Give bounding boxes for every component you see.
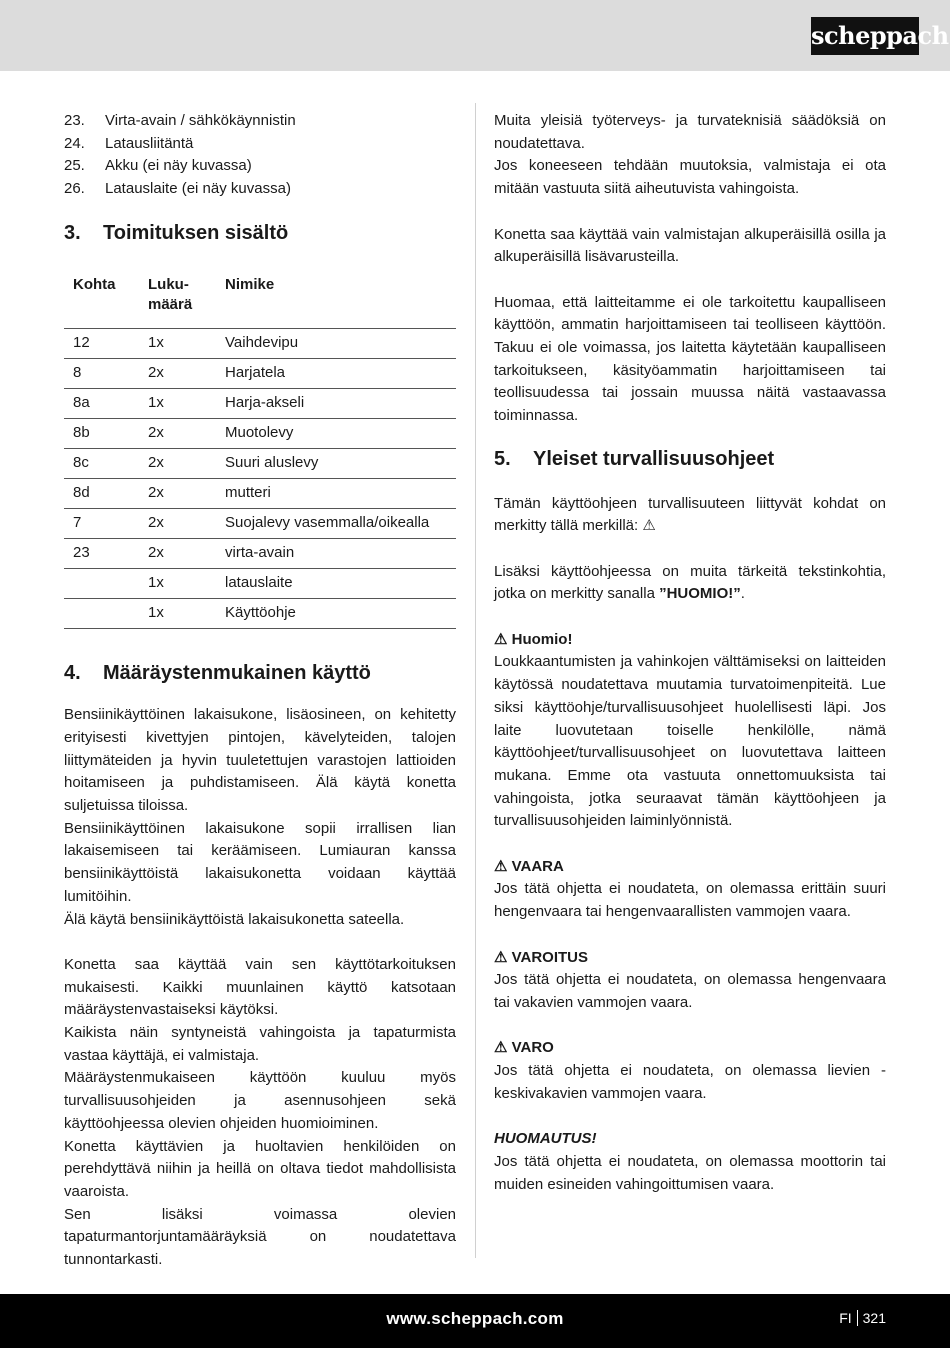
huomautus-heading: HUOMAUTUS! [494, 1130, 597, 1148]
delivery-contents-table [64, 275, 456, 629]
paragraph: Bensiinikäyttöinen lakaisukone sopii irrallisen lian lakaisemiseen tai keräämiseen. Lumiauran kanssa bensiinikäyttöistä lakaisukonetta voidaan käyttää lumitöihin. [64, 819, 456, 905]
paragraph: Konetta saa käyttää vain sen käyttötarkoituksen mukaisesti. Kaikki muunlainen käyttö katsotaan määräystenvastaiseksi käytöksi. [64, 955, 456, 1019]
paragraph: Tämän käyttöohjeen turvallisuuteen liittyvät kohdat on merkitty tällä merkillä: ⚠ [494, 494, 886, 535]
right-column [494, 110, 886, 1196]
paragraph: Kaikista näin syntyneistä vahingoista ja tapaturmista vastaa käyttäjä, ei valmistaja. [64, 1024, 456, 1064]
paragraph: Konetta saa käyttää vain valmistajan alkuperäisillä osilla ja alkuperäisillä lisävarusteilla. [494, 225, 886, 266]
paragraph: Jos tätä ohjetta ei noudateta, on olemassa moottorin tai muiden esineiden vahingoittumisen vaara. [494, 1152, 886, 1193]
section-heading-4: 4. Määräystenmukainen käyttö [64, 661, 371, 684]
paragraph: Jos tätä ohjetta ei noudateta, on olemassa lievien - keskivakavien vammojen vaara. [494, 1062, 886, 1102]
paragraph: Lisäksi käyttöohjeessa on muita tärkeitä tekstinkohtia, jotka on merkitty sanalla ”HUOMIO!”. [494, 562, 886, 603]
paragraph: Huomaa, että laitteitamme ei ole tarkoitettu kaupalliseen käyttöön, ammatin harjoittamiseen tai teolliseen käyttöön. Takuu ei ole voimassa, jos laitetta käytetään kaupalliseen tarkoitukseen, käsityöammatin harjoittamiseen tai teollisuudessa tai jossain muussa näitä vastaavassa toiminnassa. [494, 293, 886, 425]
column-divider [475, 103, 476, 1258]
paragraph: Jos koneeseen tehdään muutoksia, valmistaja ei ota mitään vastuuta siitä aiheutuvista vahingoista. [494, 157, 886, 198]
scheppach-logo: scheppach [811, 17, 919, 55]
table-row: 7 2x Suojalevy vasemmalla/oikealla [64, 508, 456, 538]
table-row: 1x latauslaite [64, 568, 456, 598]
col-header-lukumaara: Luku- määrä [148, 275, 193, 313]
paragraph: Jos tätä ohjetta ei noudateta, on olemassa erittäin suuri hengenvaara tai hengenvaarallisten vammojen vaara. [494, 880, 886, 921]
table-row: 23 2x virta-avain [64, 538, 456, 568]
table-row: 8b 2x Muotolevy [64, 418, 456, 448]
paragraph: Loukkaantumisten ja vahinkojen välttämiseksi on laitteiden käytössä noudatettava muutamia turvatoimenpiteitä. Lue siksi käyttöohje/turvallisuusohjeet huolellisesti läpi. Jos laite luovutetaan toiselle henkilölle, nämä käyttöohjeet/turvallisuusohjeet on luovutettava laitteen mukana. Emme ota vastuuta onnettomuuksista tai vahingoista, jotka seuraavat tämän käyttöohjeen ja turvallisuusohjeiden laiminlyönnistä. [494, 653, 886, 830]
paragraph: Älä käytä bensiinikäyttöistä lakaisukonetta sateella. [64, 910, 405, 928]
col-header-nimike: Nimike [225, 275, 275, 293]
paragraph: Muita yleisiä työterveys- ja turvateknisiä säädöksiä on noudatettava. [494, 112, 886, 152]
page-footer [0, 1294, 950, 1348]
paragraph: Sen lisäksi voimassa olevien tapaturmantorjuntamääräyksiä on noudatettava tunnontarkasti. [64, 1205, 456, 1269]
huomio-heading: ⚠ Huomio! [494, 630, 573, 648]
section-heading-5: 5. Yleiset turvallisuusohjeet [494, 447, 775, 470]
list-item: 26. Latauslaite (ei näy kuvassa) [64, 180, 291, 198]
paragraph: Määräystenmukaiseen käyttöön kuuluu myös turvallisuusohjeiden ja asennusohjeen sekä käyttöohjeessa olevien ohjeiden huomioiminen. [64, 1069, 456, 1132]
website-link[interactable]: www.scheppach.com [386, 1309, 564, 1328]
table-row: 8a 1x Harja-akseli [64, 388, 456, 418]
paragraph: Konetta käyttävien ja huoltavien henkilöiden on perehdyttävä niihin ja heillä on oltava tiedot mahdollisista vaaroista. [64, 1137, 456, 1200]
paragraph: Bensiinikäyttöinen lakaisukone, lisäosineen, on kehitetty erityisesti kivettyjen pintojen, kävelyteiden, talojen liittymäteiden ja hyvin tuuletettujen varastojen lattioiden hoitamiseen ja puhdistamiseen. Älä käytä konetta suljetuissa tiloissa. [64, 706, 456, 815]
list-item: 25. Akku (ei näy kuvassa) [64, 157, 252, 175]
table-row: 8 2x Harjatela [64, 358, 456, 388]
page-header [0, 0, 950, 71]
vaara-heading: ⚠ VAARA [494, 857, 564, 875]
paragraph: Jos tätä ohjetta ei noudateta, on olemassa hengenvaara tai vakavien vammojen vaara. [494, 971, 886, 1011]
list-item: 23. Virta-avain / sähkökäynnistin [64, 112, 296, 129]
varoitus-heading: ⚠ VAROITUS [494, 948, 589, 966]
list-item: 24. Latausliitäntä [64, 134, 194, 152]
page-number: FI 321 [839, 1310, 886, 1326]
table-row: 12 1x Vaihdevipu [64, 328, 456, 358]
section-heading-3: 3. Toimituksen sisältö [64, 221, 289, 244]
table-row: 8d 2x mutteri [64, 478, 456, 508]
table-row: 8c 2x Suuri aluslevy [64, 448, 456, 478]
parts-list [64, 110, 456, 201]
table-header-row [64, 275, 456, 329]
table-row: 1x Käyttöohje [64, 598, 456, 628]
varo-heading: ⚠ VARO [494, 1039, 554, 1057]
col-header-kohta: Kohta [73, 275, 116, 293]
left-column [64, 110, 456, 1272]
separator [857, 1310, 858, 1326]
